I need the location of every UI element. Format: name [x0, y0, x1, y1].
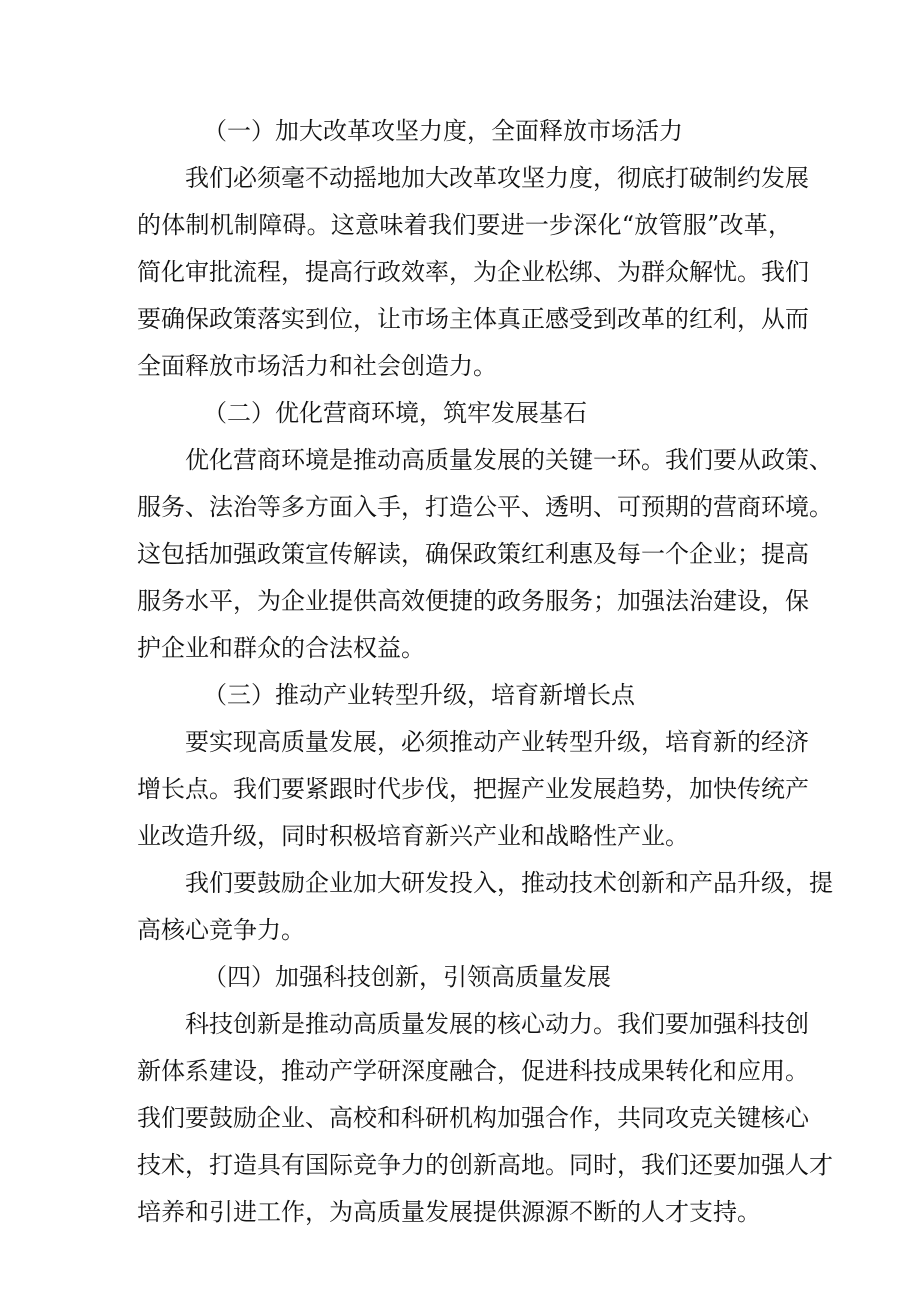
- section-heading-3: （三）推动产业转型升级，培育新增长点: [203, 681, 635, 709]
- paragraph-line: 新体系建设，推动产学研深度融合，促进科技成果转化和应用。: [137, 1057, 809, 1085]
- paragraph-line: 服务水平，为企业提供高效便捷的政务服务；加强法治建设，保: [137, 587, 809, 615]
- paragraph-line: 要实现高质量发展，必须推动产业转型升级，培育新的经济: [185, 728, 809, 756]
- paragraph-4: [137, 860, 833, 954]
- paragraph-line: 培养和引进工作，为高质量发展提供源源不断的人才支持。: [137, 1198, 761, 1226]
- paragraph-line: 技术，打造具有国际竞争力的创新高地。同时，我们还要加强人才: [137, 1151, 833, 1179]
- paragraph-line: 简化审批流程，提高行政效率，为企业松绑、为群众解忧。我们: [137, 258, 809, 286]
- paragraph-3: [137, 719, 809, 860]
- document-page: [137, 108, 833, 1236]
- paragraph-line: 我们要鼓励企业、高校和科研机构加强合作，共同攻克关键核心: [137, 1104, 809, 1132]
- paragraph-2: [137, 437, 833, 672]
- paragraph-line: 这包括加强政策宣传解读，确保政策红利惠及每一个企业；提高: [137, 540, 809, 568]
- paragraph-line: 服务、法治等多方面入手，打造公平、透明、可预期的营商环境。: [137, 493, 833, 521]
- paragraph-line: 要确保政策落实到位，让市场主体真正感受到改革的红利，从而: [137, 305, 809, 333]
- section-heading-2: （二）优化营商环境，筑牢发展基石: [203, 399, 587, 427]
- section-heading-1: （一）加大改革攻坚力度，全面释放市场活力: [203, 117, 683, 145]
- paragraph-line: 高核心竞争力。: [137, 916, 305, 944]
- paragraph-1: [137, 155, 809, 390]
- paragraph-line: 全面释放市场活力和社会创造力。: [137, 352, 497, 380]
- paragraph-line: 科技创新是推动高质量发展的核心动力。我们要加强科技创: [185, 1010, 809, 1038]
- paragraph-line: 增长点。我们要紧跟时代步伐，把握产业发展趋势，加快传统产: [137, 775, 809, 803]
- paragraph-line: 护企业和群众的合法权益。: [137, 634, 425, 662]
- paragraph-line: 我们必须毫不动摇地加大改革攻坚力度，彻底打破制约发展: [185, 164, 809, 192]
- section-heading-4: （四）加强科技创新，引领高质量发展: [203, 963, 611, 991]
- paragraph-line: 的体制机制障碍。这意味着我们要进一步深化“放管服”改革，: [137, 211, 792, 239]
- paragraph-line: 优化营商环境是推动高质量发展的关键一环。我们要从政策、: [185, 446, 833, 474]
- paragraph-line: 我们要鼓励企业加大研发投入，推动技术创新和产品升级，提: [185, 869, 833, 897]
- paragraph-line: 业改造升级，同时积极培育新兴产业和战略性产业。: [137, 822, 689, 850]
- paragraph-5: [137, 1001, 833, 1236]
